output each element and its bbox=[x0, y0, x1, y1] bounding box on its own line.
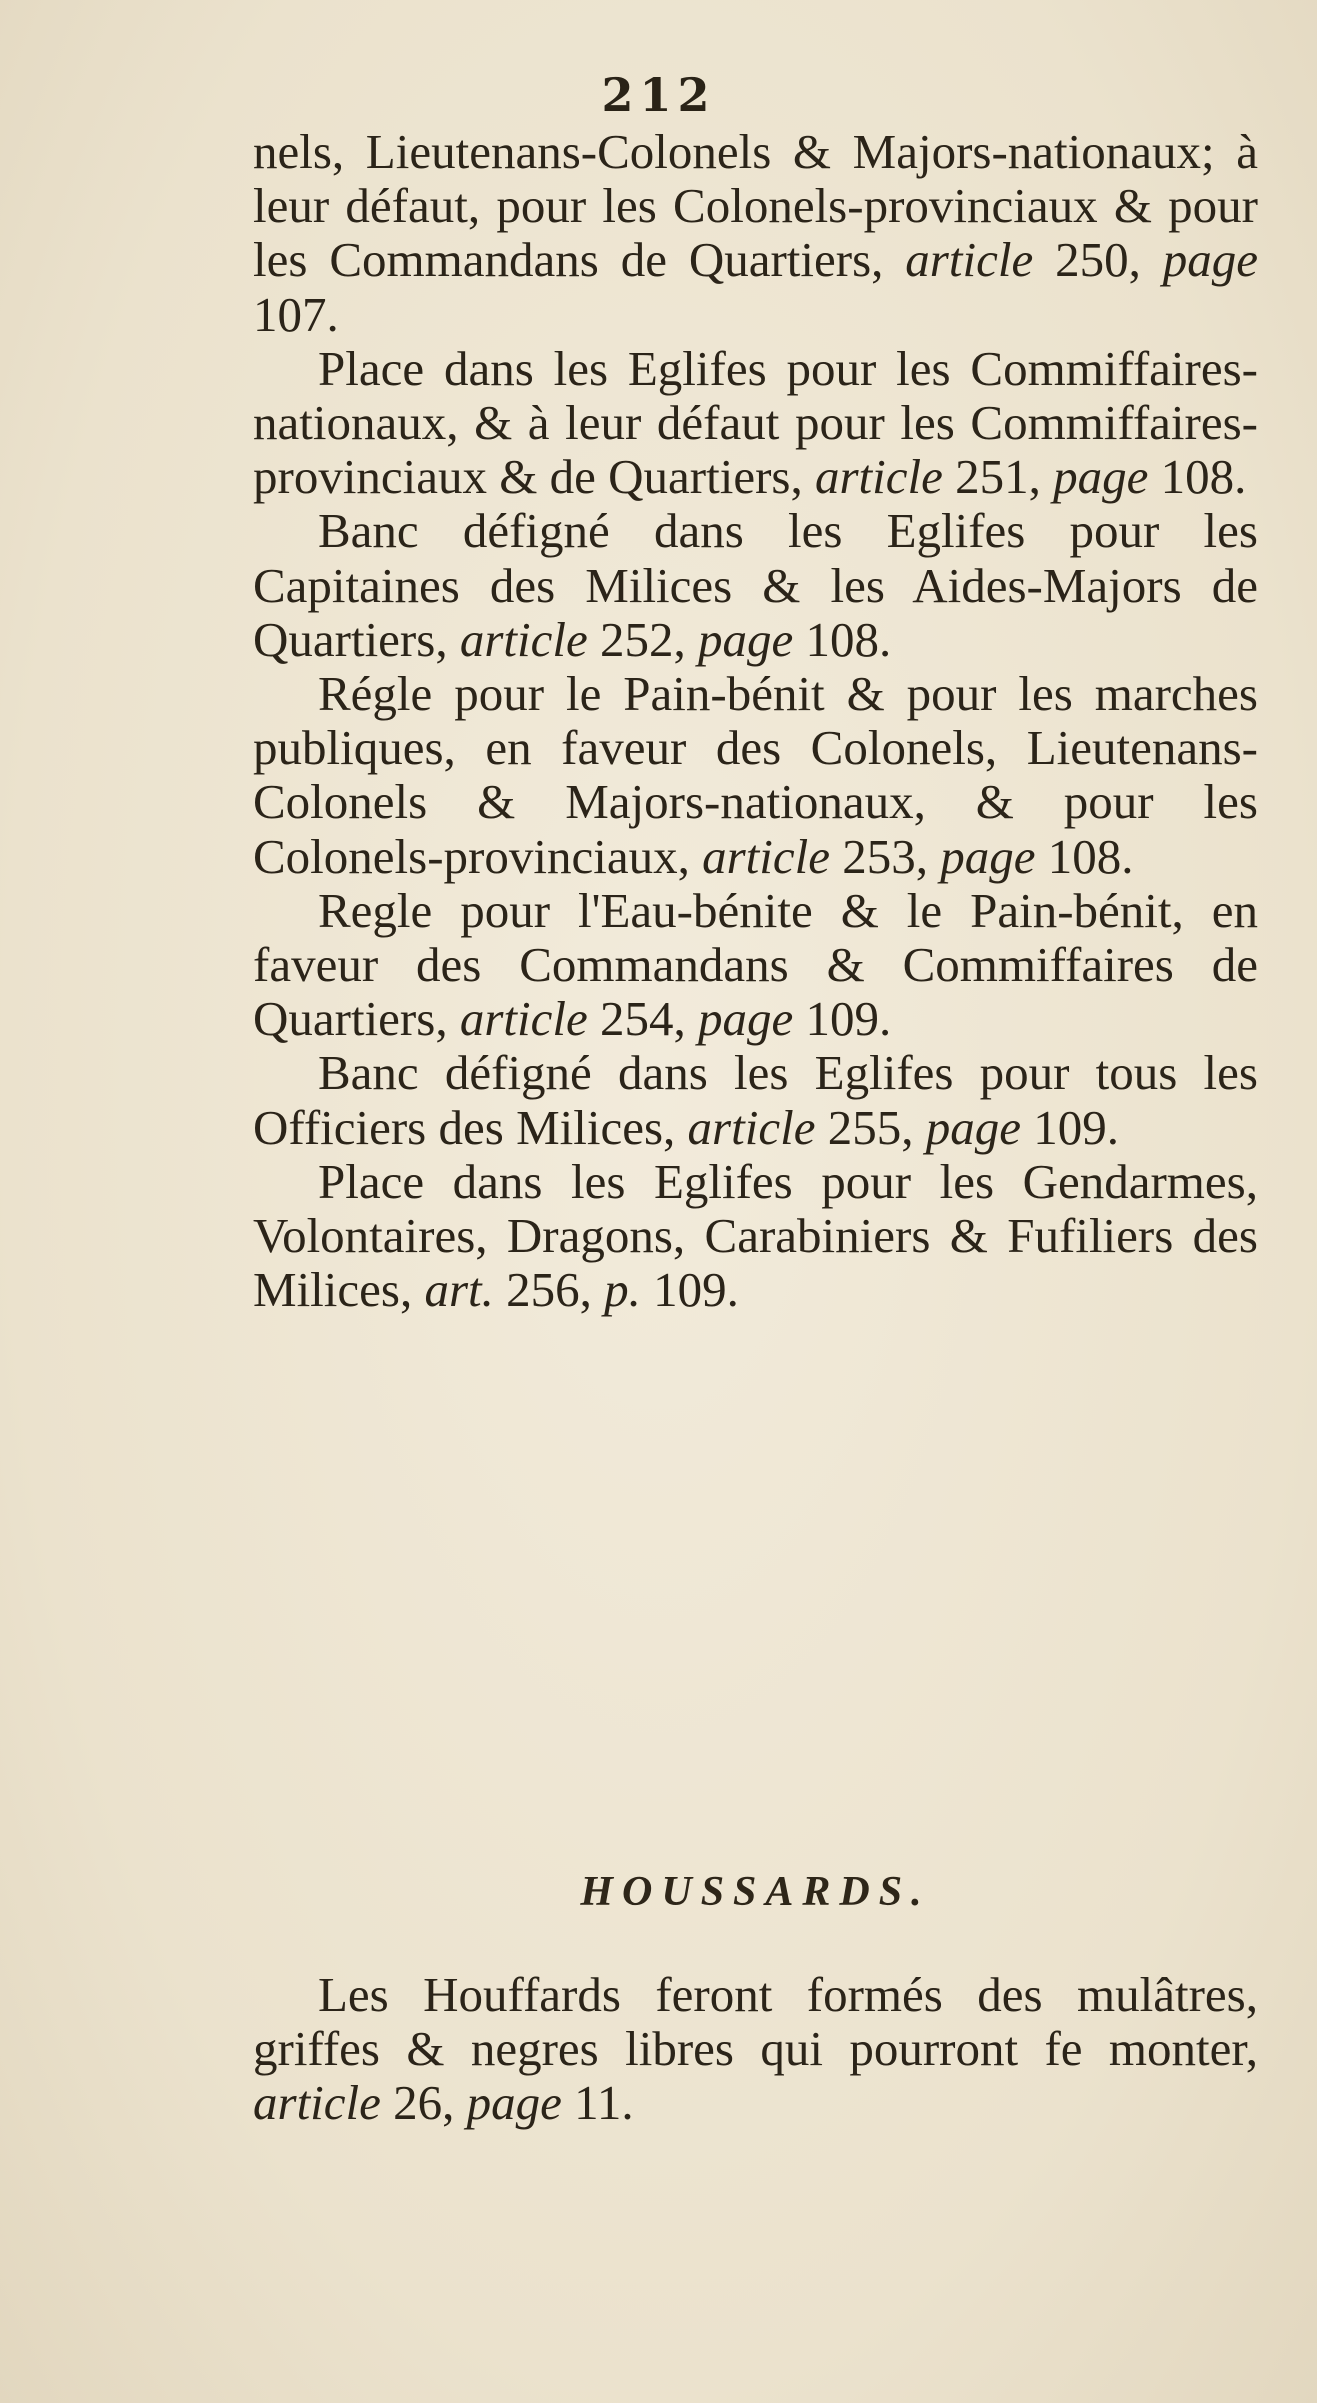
entry-text: Régle pour le Pain-bénit & pour les marches publiques, en faveur des Colonels, Lieutenans-Colonels & Majors-nationaux, & pour les Colonels-provinciaux, bbox=[253, 666, 1258, 884]
entry-text: Banc défigné dans les Eglifes pour tous les Officiers des Milices, bbox=[253, 1045, 1258, 1155]
article-label: article bbox=[687, 1099, 816, 1155]
entry-text: Regle pour l'Eau-bénite & le Pain-bénit, en faveur des Commandans & Commiffaires de Quartiers, bbox=[253, 882, 1258, 1047]
article-label: article bbox=[905, 232, 1034, 288]
entry-text: Place dans les Eglifes pour les Gendarmes, Volontaires, Dragons, Carabiniers & Fufiliers des Milices, bbox=[253, 1153, 1258, 1318]
page-label: page bbox=[940, 828, 1036, 884]
page-reference: 108. bbox=[1035, 828, 1134, 884]
page-label: page bbox=[925, 1099, 1021, 1155]
section-entries bbox=[253, 1968, 1258, 2131]
entry-paragraph bbox=[253, 342, 1258, 505]
entry-text: nels, Lieutenans-Colonels & Majors-nationaux; à leur défaut, pour les Colonels-provinciaux & pour les Commandans de Quartiers, bbox=[253, 124, 1258, 288]
article-label: article bbox=[459, 991, 588, 1047]
page-label: page bbox=[698, 991, 794, 1047]
entry-text: Banc défigné dans les Eglifes pour les Capitaines des Milices & les Aides-Majors de Quartiers, bbox=[253, 503, 1258, 667]
page-reference: 107. bbox=[253, 286, 339, 342]
article-number: 250, bbox=[1033, 232, 1163, 288]
entry-paragraph bbox=[253, 1046, 1258, 1154]
page-label: p. bbox=[604, 1262, 641, 1318]
article-number: 256, bbox=[493, 1262, 605, 1318]
article-number: 253, bbox=[830, 828, 941, 884]
entry-text: Les Houffards feront formés des mulâtres, griffes & negres libres qui pourront fe monter, bbox=[253, 1967, 1258, 2077]
article-label: article bbox=[702, 828, 831, 884]
entry-paragraph bbox=[253, 125, 1258, 342]
page-reference: 109. bbox=[640, 1262, 739, 1318]
article-label: article bbox=[459, 611, 588, 667]
page-number: 212 bbox=[601, 68, 716, 122]
entry-paragraph bbox=[253, 1968, 1258, 2131]
entry-paragraph bbox=[253, 884, 1258, 1047]
article-label: article bbox=[814, 449, 943, 505]
entry-paragraph bbox=[253, 667, 1258, 884]
entry-text: Place dans les Eglifes pour les Commiffaires-nationaux, & à leur défaut pour les Commiffaires-provinciaux & de Quartiers, bbox=[253, 340, 1258, 505]
article-label: art. bbox=[424, 1262, 494, 1318]
page-reference: 109. bbox=[793, 991, 892, 1047]
page-label: page bbox=[698, 611, 794, 667]
entry-paragraph bbox=[253, 1155, 1258, 1318]
entry-paragraph bbox=[253, 504, 1258, 667]
article-label: article bbox=[253, 2075, 381, 2131]
page-reference: 108. bbox=[1148, 449, 1247, 505]
article-number: 252, bbox=[587, 611, 698, 667]
page-label: page bbox=[466, 2075, 562, 2131]
page-reference: 109. bbox=[1020, 1099, 1119, 1155]
article-number: 26, bbox=[380, 2075, 467, 2131]
page-reference: 11. bbox=[561, 2075, 634, 2131]
index-entries bbox=[253, 125, 1258, 1317]
article-number: 254, bbox=[587, 991, 698, 1047]
article-number: 255, bbox=[815, 1099, 926, 1155]
page-reference: 108. bbox=[793, 611, 892, 667]
section-heading: HOUSSARDS. bbox=[580, 1869, 931, 1915]
article-number: 251, bbox=[942, 449, 1054, 505]
page-label: page bbox=[1162, 232, 1258, 288]
page-label: page bbox=[1053, 449, 1149, 505]
